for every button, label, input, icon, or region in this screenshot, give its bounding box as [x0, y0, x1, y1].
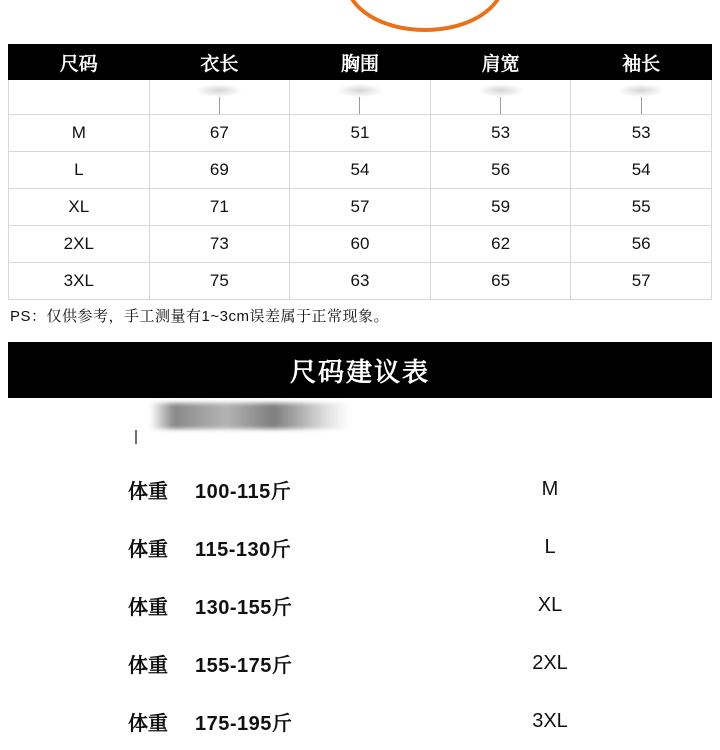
list-item — [0, 635, 720, 692]
suggestion-size: M — [541, 478, 559, 500]
suggestion-weight: 100-115斤 — [195, 481, 292, 503]
cell-shoulder: 56 — [430, 152, 571, 189]
cell-sleeve: 54 — [571, 152, 712, 189]
cell-size: 2XL — [9, 226, 150, 263]
cell-size: M — [9, 115, 150, 152]
tick-icon — [219, 97, 220, 114]
spacer-cell-bust — [290, 80, 431, 115]
suggestion-size: L — [544, 536, 556, 558]
list-item — [0, 519, 720, 576]
cell-sleeve: 53 — [571, 115, 712, 152]
blur-smudge-icon — [618, 84, 664, 97]
cell-shoulder: 53 — [430, 115, 571, 152]
cell-shoulder: 65 — [430, 263, 571, 300]
cell-length: 73 — [149, 226, 290, 263]
tick-icon — [500, 97, 501, 114]
cell-length: 67 — [149, 115, 290, 152]
tick-icon — [135, 430, 137, 444]
cell-length: 71 — [149, 189, 290, 226]
suggestion-weight: 115-130斤 — [195, 539, 292, 561]
suggestion-weight: 175-195斤 — [195, 713, 293, 735]
cell-bust: 51 — [290, 115, 431, 152]
cell-size: 3XL — [9, 263, 150, 300]
suggestion-label: 体重 — [128, 713, 168, 735]
cell-size: XL — [9, 189, 150, 226]
blur-smudge-icon — [478, 84, 524, 97]
table-row — [9, 115, 712, 152]
spacer-cell-sleeve — [571, 80, 712, 115]
suggestion-label: 体重 — [128, 539, 168, 561]
size-table-header — [9, 45, 712, 80]
column-header-bust: 胸围 — [290, 45, 431, 80]
size-suggestion-list — [0, 398, 720, 735]
cell-length: 69 — [149, 152, 290, 189]
size-measurement-table — [8, 44, 712, 300]
table-row — [9, 152, 712, 189]
column-header-sleeve: 袖长 — [571, 45, 712, 80]
cell-bust: 54 — [290, 152, 431, 189]
suggestion-size: 3XL — [532, 710, 568, 732]
suggestion-label: 体重 — [128, 655, 168, 677]
size-table-body — [9, 80, 712, 300]
spacer-cell-size — [9, 80, 150, 115]
column-header-length: 衣长 — [149, 45, 290, 80]
table-header-row — [9, 45, 712, 80]
suggestion-size: 2XL — [532, 652, 568, 674]
suggestion-label: 体重 — [128, 481, 168, 503]
top-arc-decoration — [0, 0, 720, 34]
tick-icon — [359, 97, 360, 114]
blur-smudge-icon — [337, 84, 383, 97]
cell-sleeve: 56 — [571, 226, 712, 263]
list-item — [0, 693, 720, 750]
cell-bust: 60 — [290, 226, 431, 263]
size-suggestion-banner: 尺码建议表 — [8, 342, 712, 398]
cell-bust: 63 — [290, 263, 431, 300]
table-row — [9, 189, 712, 226]
suggestion-label: 体重 — [128, 597, 168, 619]
table-row — [9, 263, 712, 300]
blur-smudge-icon — [196, 84, 242, 97]
spacer-cell-shoulder — [430, 80, 571, 115]
spacer-cell-length — [149, 80, 290, 115]
orange-circle-icon — [345, 0, 505, 32]
measurement-note: PS：仅供参考，手工测量有1~3cm误差属于正常现象。 — [10, 308, 389, 325]
censor-smudge-icon — [150, 403, 350, 429]
tick-icon — [641, 97, 642, 114]
table-spacer-row — [9, 80, 712, 115]
cell-bust: 57 — [290, 189, 431, 226]
cell-shoulder: 62 — [430, 226, 571, 263]
list-item — [0, 461, 720, 518]
cell-size: L — [9, 152, 150, 189]
column-header-shoulder: 肩宽 — [430, 45, 571, 80]
suggestion-weight: 130-155斤 — [195, 597, 293, 619]
cell-shoulder: 59 — [430, 189, 571, 226]
list-item — [0, 577, 720, 634]
suggestion-size: XL — [537, 594, 563, 616]
cell-sleeve: 57 — [571, 263, 712, 300]
suggestion-weight: 155-175斤 — [195, 655, 293, 677]
cell-sleeve: 55 — [571, 189, 712, 226]
column-header-size: 尺码 — [9, 45, 150, 80]
table-row — [9, 226, 712, 263]
cell-length: 75 — [149, 263, 290, 300]
